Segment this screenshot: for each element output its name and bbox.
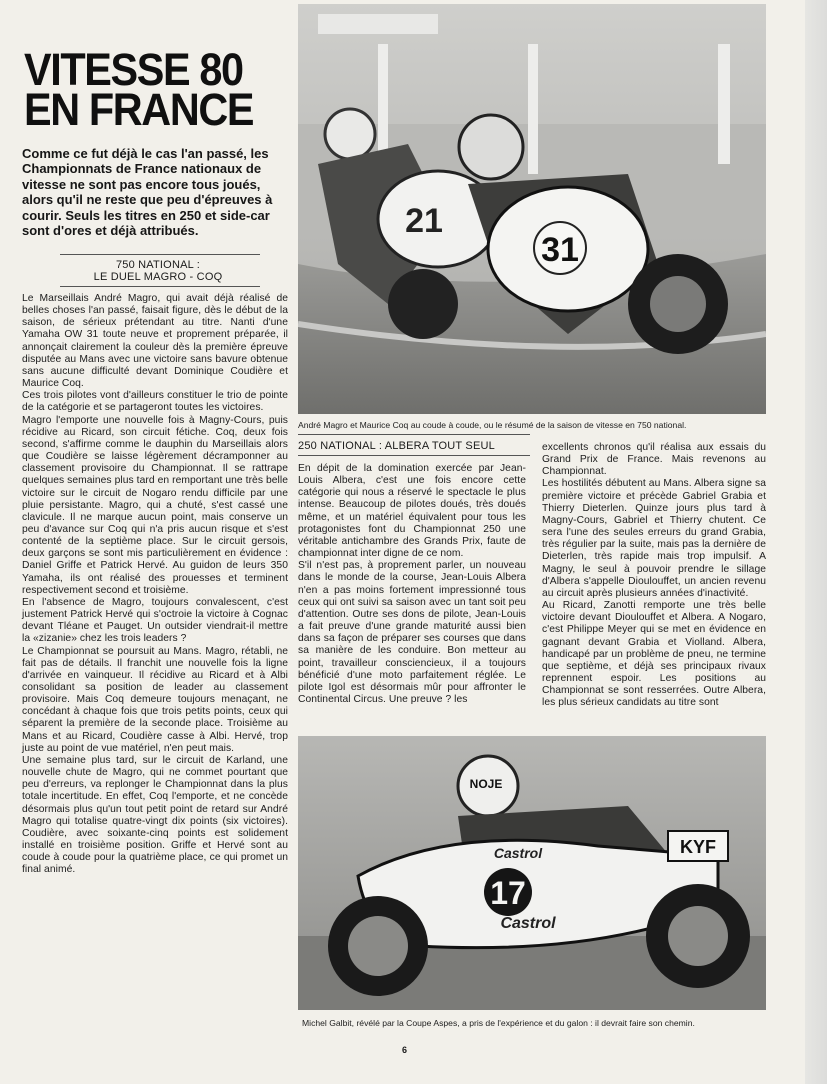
divider (298, 455, 530, 456)
race-number-17: 17 (490, 875, 526, 911)
section-heading-750-line2: LE DUEL MAGRO - COQ (93, 271, 223, 283)
paragraph: Magro l'emporte une nouvelle fois à Magny-Cours, puis récidive au Ricard, son circuit fétiche. Coq, deux fois second, s'affirme comme le dauphin du Marseillais alors que Coudière se laisse légèrement décramponner au classement provisoire du Championnat. Il se rattrape quelques semaines plus tard en remportant une très belle victoire sur le circuit de Nogaro rendu difficile par une pluie persistante. Magro, qui a chuté, s'est cassé une clavicule. Il ne marque aucun point, mais conserve un peu d'avance sur Coq qui n'a pris aucun risque et s'est contenté de la septième place. Sur le circuit gersois, deux garçons se sont mis particulièrement en évidence : Daniel Griffe et Patrick Hervé. Au guidon de leurs 350 Yamaha, ils ont réalisé des prouesses et terminent respectivement second et troisième. (22, 414, 288, 596)
paragraph: Ces trois pilotes vont d'ailleurs constituer le trio de pointe de la catégorie et se partageront toutes les victoires. (22, 390, 288, 414)
paragraph: excellents chronos qu'il réalisa aux essais du Grand Prix de France. Mais revenons au Championnat. (542, 442, 766, 478)
paragraph: En l'absence de Magro, toujours convalescent, c'est justement Patrick Hervé qui s'octroie la victoire à Cognac devant Tléane et Pauget. Un outsider viendrait-il mettre la «zizanie» chez les trois leaders ? (22, 596, 288, 645)
page-edge (805, 0, 827, 1084)
divider (298, 434, 530, 435)
fairing-text-top: Castrol (493, 845, 543, 861)
article-column-1 (22, 293, 288, 877)
section-heading-750 (22, 259, 294, 283)
photo1-caption: André Magro et Maurice Coq au coude à coude, ou le résumé de la saison de vitesse en 750 national. (298, 420, 687, 430)
page-number: 6 (402, 1045, 408, 1055)
divider (60, 286, 260, 287)
paragraph: Au Ricard, Zanotti remporte une très belle victoire devant Dioulouffet et Albera. A Nogaro, c'est Philippe Meyer qui se met en évidence en gagnant devant Grabia et Violland. Albera, handicapé par un problème de pneu, ne termine que septième, et déjà ses principaux rivaux reprennent espoir. Les positions au Championnat se sont resserrées. Outre Albera, les plus sérieux candidats au titre sont (542, 600, 766, 709)
fairing-text-bottom: Castrol (500, 915, 556, 932)
page-title (24, 44, 274, 135)
paragraph: Une semaine plus tard, sur le circuit de Karland, une nouvelle chute de Magro, qui ne commet pourtant que peu d'erreurs, va replonger le Championnat dans la plus totale incertitude. En effet, Coq l'emporte, et ne concède désormais plus qu'un tout petit point de retard sur André Magro qui totalise quatre-vingt dix points (six victoires). Coudière, avec soixante-cinq points est solidement installé en troisième position. Griffe et Hervé sont au coude à coude pour la quatrième place, ce qui promet un final animé. (22, 754, 288, 876)
photo-galbit (298, 736, 766, 1010)
tail-text: KYF (680, 837, 716, 857)
title-line-2: EN FRANCE (24, 84, 254, 135)
helmet-text: NOJE (469, 777, 503, 791)
photo2-caption: Michel Galbit, révélé par la Coupe Aspes, a pris de l'expérience et du galon : il devrait faire son chemin. (302, 1018, 695, 1028)
divider (60, 254, 260, 255)
paragraph: Le Championnat se poursuit au Mans. Magro, rétabli, ne fait pas de détails. Il franchit une nouvelle fois la ligne d'arrivée en vainqueur. Il récidive au Ricard et à Albi consolidant sa position de leader au classement provisoire. Mais Coq demeure toujours menaçant, ne concédant à chaque fois que trois petits points, ceux qui séparent la première de la seconde place. Troisième au Mans et au Ricard, Coudière casse à Albi. Hervé, trop juste au point de vue matériel, n'en peut mais. (22, 645, 288, 754)
photo-magro-coq-image (298, 4, 766, 414)
race-number-21: 21 (405, 202, 443, 240)
paragraph: En dépit de la domination exercée par Jean-Louis Albera, c'est une fois encore cette catégorie qui nous a réservé le spectacle le plus intense. Beaucoup de pilotes doués, très doués même, et un matériel équivalent pour tous les protagonistes font du Championnat 250 une véritable antichambre des Grands Prix, faute de championnat inter digne de ce nom. (298, 463, 526, 560)
title-line-1: VITESSE 80 (24, 44, 243, 95)
paragraph: Les hostilités débutent au Mans. Albera signe sa première victoire et précède Gabriel Grabia et Thierry Dieterlen. Quinze jours plus tard à Magny-Cours, Gabriel et Thierry chutent. Ce sera l'une des seules erreurs du grand Grabia, très régulier par la suite, mais pas la dernière de Dieterlen, très rapide mais trop impulsif. A Magny, le seul à pouvoir prendre le sillage d'Albera s'appelle Dioulouffet, un ancien revenu au circuit après plusieurs années d'inactivité. (542, 478, 766, 599)
race-number-31: 31 (541, 231, 579, 269)
paragraph: Le Marseillais André Magro, qui avait déjà réalisé de belles choses l'an passé, faisait figure, dès le début de la saison, de sérieux prétendant au titre. Nanti d'une Yamaha OW 31 toute neuve et proprement préparée, il annonçait clairement la couleur dès la première épreuve disputée au Mans avec une victoire sans bavure obtenue sans aucune difficulté devant Dominique Coudière et Maurice Coq. (22, 293, 288, 390)
section-heading-250: 250 NATIONAL : ALBERA TOUT SEUL (298, 440, 495, 452)
photo-galbit-image (298, 736, 766, 1010)
article-column-3 (542, 442, 766, 709)
article-column-2 (298, 463, 526, 706)
paragraph: S'il n'est pas, à proprement parler, un nouveau dans le monde de la course, Jean-Louis Albera n'en a pas moins fortement impressionné tous ceux qui ont suivi sa saison avec un tant soit peu d'attention. Outre ses dons de pilote, Jean-Louis a fait preuve d'une grande maturité aussi bien dans sa façon de préparer ses courses que dans sa manière de les conduire. Bon metteur au point, travailleur consciencieux, il a toujours bénéficié d'une moto parfaitement réglée. Le pilote Igol est désormais mûr pour affronter le Continental Circus. Une preuve ? les (298, 560, 526, 705)
photo-magro-coq (298, 4, 766, 414)
intro-paragraph: Comme ce fut déjà le cas l'an passé, les Championnats de France nationaux de vitesse ne sont pas encore tous joués, alors qu'il ne reste que peu d'épreuves à courir. Seuls les titres en 250 et side-car sont d'ores et déjà attribués. (22, 146, 273, 239)
section-heading-750-line1: 750 NATIONAL : (115, 259, 201, 271)
